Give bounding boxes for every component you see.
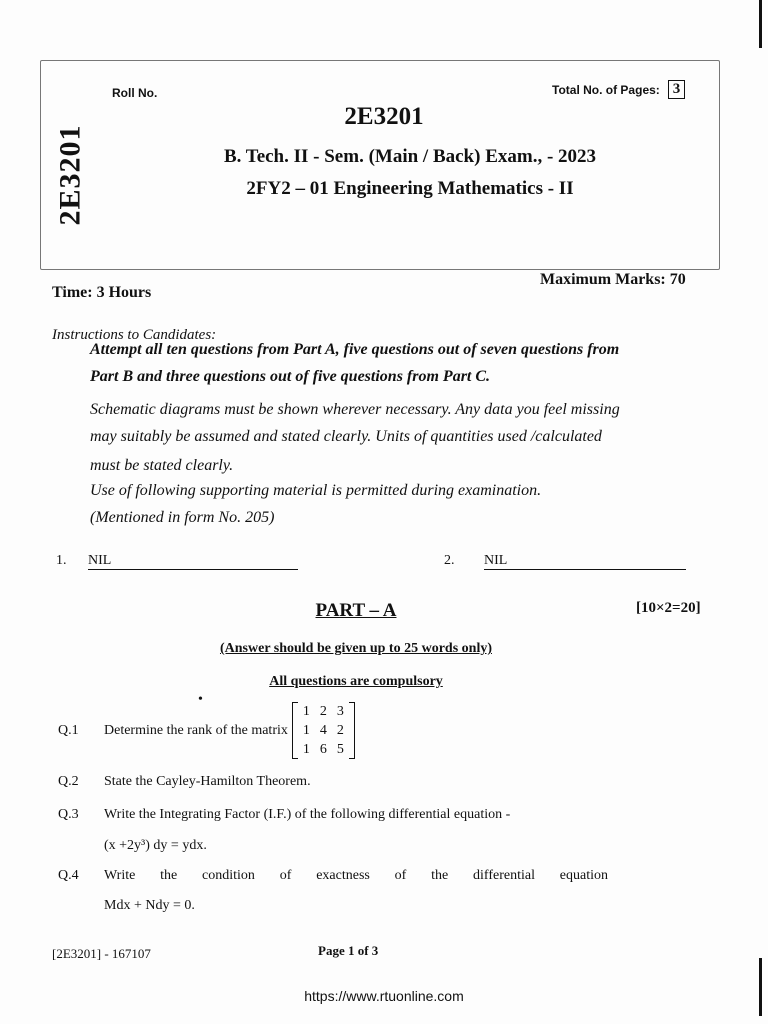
instruction-line: (Mentioned in form No. 205) [90,509,275,526]
paper-code: 2E3201 [344,103,424,130]
question-3 [58,807,614,823]
subject-title: 2FY2 – 01 Engineering Mathematics - II [246,178,574,199]
question-text: Determine the rank of the matrix [104,722,288,738]
instructions-heading: Instructions to Candidates: [52,327,217,343]
matrix-cell: 5 [336,742,344,757]
matrix-cell: 1 [302,704,310,719]
footer-page-number: Page 1 of 3 [318,943,379,958]
material-item [56,553,298,570]
matrix-cell: 2 [319,704,327,719]
material-item [444,553,686,570]
part-a-title: PART – A [315,600,397,621]
part-a-word-limit: (Answer should be given up to 25 words only) [219,641,492,656]
instruction-line: must be stated clearly. [90,457,234,474]
total-pages-label: Total No. of Pages: [552,82,660,97]
maximum-marks: Maximum Marks: 70 [540,271,686,288]
question-number: Q.1 [58,722,79,738]
matrix-cell: 3 [336,704,344,719]
matrix-cell: 1 [302,742,310,757]
instruction-line: Schematic diagrams must be shown wherever necessary. Any data you feel missing [90,401,620,418]
question-4 [58,868,608,884]
page-edge-mark [759,0,762,48]
matrix-cell: 4 [319,723,327,738]
matrix-cell: 6 [319,742,327,757]
instruction-line: Part B and three questions out of five questions from Part C. [90,368,491,385]
exam-title: B. Tech. II - Sem. (Main / Back) Exam., - 2023 [223,146,597,167]
question-text: State the Cayley-Hamilton Theorem. [104,774,311,789]
instruction-line: may suitably be assumed and stated clearly. Units of quantities used /calculated [90,428,602,445]
bullet-mark: • [198,692,203,707]
matrix-grid [298,702,349,759]
material-number: 2. [444,553,455,568]
material-number: 1. [56,553,67,568]
matrix [292,702,355,759]
part-a-compulsory-note: All questions are compulsory [269,674,443,689]
instruction-line: Use of following supporting material is permitted during examination. [90,482,542,499]
question-2 [58,774,614,790]
matrix-cell: 2 [336,723,344,738]
footer-paper-code: [2E3201] - 167107 [52,946,151,961]
question-4-equation: Mdx + Ndy = 0. [104,898,195,913]
part-a-marks: [10×2=20] [636,600,701,616]
question-text: Write the Integrating Factor (I.F.) of the following differential equation - [104,807,511,822]
source-url: https://www.rtuonline.com [304,988,464,1004]
question-1 [58,702,355,759]
matrix-cell: 1 [302,723,310,738]
roll-no-label: Roll No. [112,86,158,100]
material-value: NIL [484,553,686,570]
instruction-line: Attempt all ten questions from Part A, five questions out of seven questions from [90,341,620,358]
question-number: Q.2 [58,774,79,789]
time-allowed: Time: 3 Hours [52,284,152,301]
side-paper-code-text: 2E3201 [53,124,87,226]
page-edge-mark [759,958,762,1016]
question-number: Q.4 [58,868,79,883]
total-pages-value: 3 [668,80,686,99]
question-3-equation: (x +2y³) dy = ydx. [104,838,207,853]
question-text: Write the condition of exactness of the differential equation [104,868,608,883]
total-pages [552,80,685,99]
question-number: Q.3 [58,807,79,822]
matrix-bracket-right [349,702,355,759]
material-value: NIL [88,553,298,570]
